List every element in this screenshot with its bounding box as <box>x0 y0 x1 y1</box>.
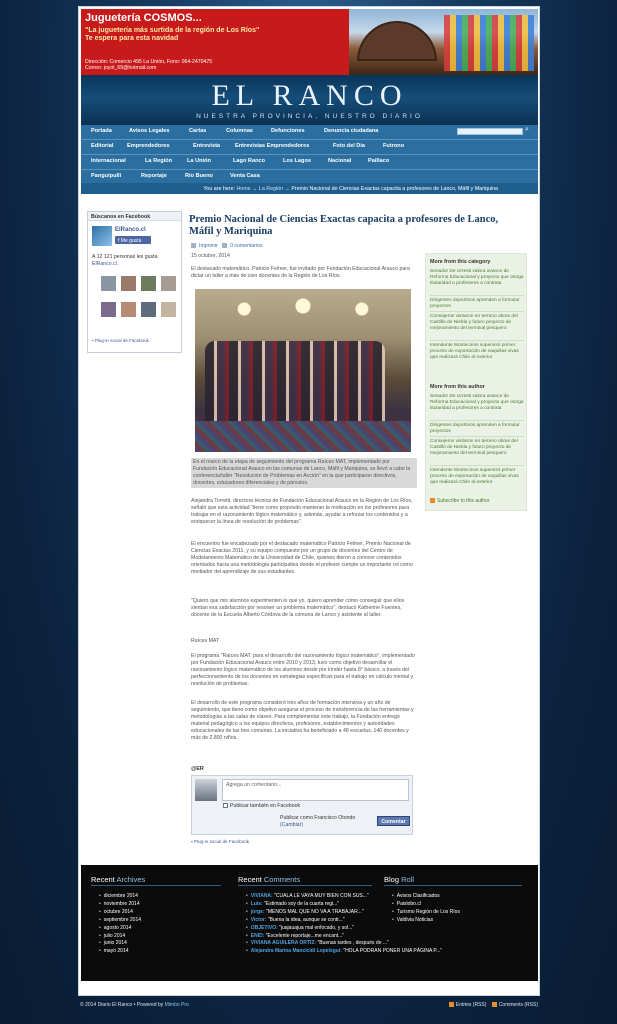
facebook-comment-box <box>191 775 413 835</box>
nav-row-3 <box>81 155 538 169</box>
related-link[interactable]: Senador De Urresti valora avance de Reforma Educacional y proyecto que otorga titularidad a profesores a contrata <box>430 394 524 411</box>
subscribe-link[interactable] <box>430 498 490 504</box>
related-divider <box>430 436 524 437</box>
facebook-page-name[interactable]: ElRanco.cl <box>115 227 146 233</box>
post-to-facebook-checkbox[interactable] <box>223 803 300 809</box>
footer-heading-b: Comments <box>263 875 301 884</box>
nav-item[interactable]: Internacional <box>91 158 126 164</box>
archive-link[interactable]: • agosto 2014 <box>99 925 229 933</box>
nav-item[interactable]: Portada <box>91 128 112 134</box>
comment-excerpt[interactable]: "CUALA LE VAYA MUY BIEN CON SUS..." <box>274 893 369 899</box>
related-sidebar <box>425 253 527 511</box>
comment-author[interactable]: Alejandra Marina Mancicidi Lopelegui: <box>250 948 342 955</box>
facebook-like-box <box>87 211 182 353</box>
fan-avatar[interactable] <box>120 275 137 292</box>
ad-banner[interactable] <box>81 9 538 75</box>
blogroll-link[interactable]: • Turismo Región de Los Ríos <box>392 909 530 917</box>
nav-item[interactable]: Los Lagos <box>283 158 311 164</box>
site-header[interactable] <box>81 75 538 125</box>
rss-icon <box>430 498 435 503</box>
comment-author[interactable]: VIVIANA: <box>250 893 273 899</box>
facebook-plugin-note[interactable]: ▪ Plug-in social de Facebook <box>92 338 149 343</box>
footer-heading-b: Archives <box>116 875 146 884</box>
recent-comment[interactable] <box>246 933 372 941</box>
banner-title: Juguetería COSMOS... <box>85 12 202 24</box>
nav-row-2 <box>81 140 538 154</box>
article-paragraph: Alejandra Torretti, directora técnica de Fundación Educacional Arauco en la Región de Los Ríos, señaló que esta actividad "tiene como propósito mantener la motivación en los profesores para trabajar en el razonamiento lógico matemático y, además, ayudar a reforzar los contenidos y a enriquecer la línea de resolución de problemas". <box>191 498 413 525</box>
comment-excerpt[interactable]: "MENOS MAL QUE NO VA A TRABAJAR..." <box>266 908 364 915</box>
comment-author[interactable]: VIVIANA AGUILERA ORTIZ: <box>250 940 317 947</box>
nav-item[interactable]: Avisos Legales <box>129 128 170 134</box>
related-link[interactable]: Intendente Montecinos supervisó primer proceso de exportación de vaquillas vivas que realizará Chile al exterior <box>430 468 519 485</box>
breadcrumb <box>81 183 538 194</box>
archive-link[interactable]: • mayo 2014 <box>99 948 229 956</box>
archive-link[interactable]: • julio 2014 <box>99 933 229 941</box>
nav-row-4 <box>81 170 538 184</box>
article-subheading: Raíces MAT <box>191 638 220 644</box>
footer <box>81 865 538 981</box>
comment-excerpt[interactable]: "Buena la idea, aunque se contr..." <box>267 916 345 923</box>
comment-excerpt[interactable]: "Excelente reportaje...me encant..." <box>265 932 345 939</box>
powered-by-link[interactable]: Mimbo Pro <box>164 1002 189 1008</box>
fan-avatar[interactable] <box>160 301 177 318</box>
rss-icon[interactable] <box>449 1002 454 1007</box>
recent-comment[interactable] <box>246 917 372 925</box>
article-paragraph: El programa "Raíces MAT: para el desarrollo del razonamiento lógico matemático", implementado por Fundación Educacional Arauco entre 2010 y 2013, tuvo como objetivo desarrollar el razonamiento lógico matemático de los alumnos desde pre kínder hasta 8° básico, a través del perfeccionamiento de los docentes en estrategias específicas para el trabajo en cálculo mental y resolución de problemas. <box>191 653 415 687</box>
comments-link[interactable]: 0 comentarios <box>230 243 263 249</box>
comments-section-label: @ER <box>191 766 204 772</box>
facebook-page-thumbnail[interactable] <box>92 226 112 246</box>
fan-avatar[interactable] <box>140 275 157 292</box>
rss-feeds <box>445 1002 538 1008</box>
related-link[interactable]: Dirigentes deportivos aprenden a formular proyectos <box>430 423 520 434</box>
comment-author[interactable]: Luis: <box>250 900 263 907</box>
nav-item[interactable]: Entrevista <box>193 143 221 149</box>
blogroll-link[interactable]: • Avisos Clasificados <box>392 893 530 901</box>
nav-item[interactable]: Futrono <box>383 143 405 149</box>
facebook-like-button[interactable]: f Me gusta <box>115 236 151 244</box>
article-meta <box>191 243 263 249</box>
print-icon[interactable] <box>191 243 196 248</box>
facebook-fan-faces <box>100 275 176 331</box>
archive-link[interactable]: • octubre 2014 <box>99 909 229 917</box>
article-photo[interactable] <box>195 289 411 452</box>
publish-as-info <box>280 815 355 828</box>
comment-excerpt[interactable]: "Buenas tardes , después de ..." <box>317 940 389 947</box>
nav-item[interactable]: Panguipulli <box>91 173 122 179</box>
entries-rss-link[interactable]: Entries (RSS) <box>455 1002 487 1008</box>
blogroll-list <box>392 893 530 925</box>
archive-link[interactable]: • noviembre 2014 <box>99 901 229 909</box>
nav-item[interactable]: Emprendedores <box>127 143 170 149</box>
comments-rss-link[interactable]: Comments (RSS) <box>498 1002 538 1008</box>
breadcrumb-separator: → <box>252 185 258 192</box>
banner-subtitle-line1: "La juguetería más surtida de la región de Los Ríos" <box>85 27 260 34</box>
category-heading: More from this category <box>430 259 491 265</box>
article-title: Premio Nacional de Ciencias Exactas capacita a profesores de Lanco, Máfil y Mariquina <box>189 214 499 237</box>
related-divider <box>430 311 524 312</box>
photo-group-of-people <box>205 341 385 421</box>
site-logo[interactable]: EL RANCO <box>211 79 408 112</box>
footer-heading <box>91 875 221 886</box>
breadcrumb-current: Premio Nacional de Ciencias Exactas capacita a profesores de Lanco, Máfil y Mariquina <box>291 185 498 192</box>
related-link[interactable]: Dirigentes deportivos aprenden a formular proyectos <box>430 298 520 309</box>
footer-heading-a: Recent <box>238 875 262 884</box>
recent-comment[interactable] <box>246 901 372 909</box>
nav-item[interactable]: Nacional <box>328 158 352 164</box>
archive-link[interactable]: • diciembre 2014 <box>99 893 229 901</box>
nav-item[interactable]: Venta Casa <box>230 173 260 179</box>
banner-contact <box>85 59 212 71</box>
comment-author[interactable]: ENID: <box>250 932 265 939</box>
breadcrumb-prefix: You are here: <box>203 185 235 192</box>
facebook-box-header: Búscanos en Facebook <box>88 212 181 221</box>
related-link[interactable]: Consejeros visitaron en terreno obras del Castillo de Niebla y futuro proyecto de mejoramiento del terminal pesquero <box>430 314 518 331</box>
change-user-link[interactable]: (Cambiar) <box>280 821 304 828</box>
nav-item[interactable]: Reportaje <box>141 173 167 179</box>
fan-avatar[interactable] <box>100 301 117 318</box>
breadcrumb-section-link[interactable]: La Región <box>258 185 284 192</box>
related-link[interactable]: Intendente Montecinos supervisó primer proceso de exportación de vaquillas vivas que realizará Chile al exterior <box>430 343 519 360</box>
fan-avatar[interactable] <box>100 275 117 292</box>
blogroll-link[interactable]: • Valdivia Noticias <box>392 917 530 925</box>
related-link[interactable]: Senador De Urresti valora avance de Reforma Educacional y proyecto que otorga titularidad a profesores a contrata <box>430 269 524 286</box>
footer-heading-b: Roll <box>401 875 415 884</box>
breadcrumb-separator: → <box>284 185 290 192</box>
facebook-like-count <box>92 254 180 267</box>
archive-link[interactable]: • septiembre 2014 <box>99 917 229 925</box>
avatar <box>195 779 217 801</box>
nav-item[interactable]: Defunciones <box>271 128 305 134</box>
fan-avatar[interactable] <box>140 301 157 318</box>
photo-carpet <box>195 421 411 452</box>
nav-item[interactable]: Paillaco <box>368 158 390 164</box>
comment-excerpt[interactable]: "Estimado soy de la cuarta regi..." <box>264 900 340 907</box>
copyright-text: © 2014 Diario El Ranco • Powered by <box>80 1002 164 1008</box>
site-tagline: NUESTRA PROVINCIA, NUESTRO DIARIO <box>196 113 423 120</box>
footer-heading <box>238 875 372 886</box>
related-divider <box>430 340 524 341</box>
comment-input[interactable]: Agrega un comentario... <box>222 779 409 801</box>
article-date: 15 octubre, 2014 <box>191 253 230 259</box>
archive-list <box>99 893 229 956</box>
breadcrumb-text <box>203 186 498 192</box>
article-paragraph: "Quiero que mis alumnos experimenten lo que yo, quiero aprender cómo conseguir que ellos sientan esa satisfacción por resolver un problema matemático", destacó Katherine Fuentes, docente de la Escuela Alberto Córdova de la comuna de Lanco y asistente al taller. <box>191 598 405 618</box>
comment-author[interactable]: Victor: <box>250 916 267 923</box>
bottom-bar <box>78 1000 540 1014</box>
comment-excerpt[interactable]: "HOLA PODRAN PONER UNA PÁGINA P..." <box>343 948 443 955</box>
comment-icon[interactable] <box>222 243 227 248</box>
banner-address: Dirección: Comercio 495 La Unión, Fono: 064-2470475 <box>85 59 213 65</box>
comment-author[interactable]: OBJETIVO: <box>250 924 278 931</box>
comment-excerpt[interactable]: "juajauajua mal enfocado, y sol..." <box>279 924 355 931</box>
article-intro: El destacado matemático, Patricio Felmer, fue invitado por Fundación Educacional Arauco para dictar un taller a más de cien docentes de la Región de Los Ríos. <box>191 266 410 279</box>
banner-email: Correo: joyol_69@hotmail.com <box>85 65 157 71</box>
checkbox-label: Publicar también en Facebook <box>230 803 301 809</box>
recent-comment[interactable] <box>246 909 372 917</box>
breadcrumb-home-link[interactable]: Home <box>236 185 251 192</box>
footer-heading <box>384 875 522 886</box>
print-link[interactable]: Imprimir <box>199 243 218 249</box>
fan-avatar[interactable] <box>120 301 137 318</box>
banner-subtitle <box>85 27 347 43</box>
search-input[interactable] <box>457 128 523 135</box>
nav-item[interactable]: Denuncia ciudadana <box>324 128 379 134</box>
main-navigation <box>81 125 538 183</box>
nav-item[interactable]: Columnas <box>226 128 254 134</box>
footer-blogroll <box>384 875 522 973</box>
recent-comment[interactable] <box>246 925 372 933</box>
article-paragraph: El encuentro fue encabezado por el destacado matemático Patricio Felmer, Premio Nacional de Ciencias Exactas 2011, y su equipo compuesto por un grupo de docentes del Centro de Modelamiento Matemático de la Universidad de Chile, quienes dieron a conocer contenidos orientados hacia una metodología participativa donde el profesor cumple un importante rol como mediador del aprendizaje de sus estudiantes. <box>191 541 413 575</box>
banner-subtitle-line2: Te espera para esta navidad <box>85 35 179 42</box>
checkbox-icon[interactable] <box>223 803 228 808</box>
facebook-plugin-text: Plug-in social de Facebook <box>94 338 149 343</box>
blogroll-link[interactable]: • Paislobo.cl <box>392 901 530 909</box>
nav-item[interactable]: Río Bueno <box>185 173 213 179</box>
related-divider <box>430 420 524 421</box>
facebook-count-link[interactable]: ElRanco.cl. <box>92 260 119 267</box>
subscribe-label: Subscribe to this author <box>437 498 490 504</box>
facebook-plugin-text: Plug-in social de Facebook <box>193 839 250 844</box>
page-wrapper <box>78 6 540 996</box>
nav-item[interactable]: Lago Ranco <box>233 158 266 164</box>
comment-author[interactable]: jorge: <box>250 908 265 915</box>
author-heading: More from this author <box>430 384 485 390</box>
banner-store-building <box>357 21 437 61</box>
photo-caption: En el marco de la etapa de seguimiento del programa Raíces MAT, implementado por Fundación Educacional Arauco en las comunas de Lanco, Máfil y Mariquina, se llevó a cabo la conferencia/taller "Resolución de Problemas en Acción" en la que participaron directivos, docentes, educadores diferenciales y de párvulos. <box>191 458 417 488</box>
banner-toys-image <box>444 15 534 71</box>
nav-item[interactable]: La Unión <box>187 158 211 164</box>
nav-item[interactable]: Cartas <box>189 128 207 134</box>
recent-comment[interactable] <box>246 893 372 901</box>
fan-avatar[interactable] <box>160 275 177 292</box>
nav-item[interactable]: Foto del Día <box>333 143 366 149</box>
footer-heading-a: Blog <box>384 875 400 884</box>
search-icon[interactable]: ⌕ <box>525 126 529 133</box>
publish-as-text: Publicar como Francisco Otondo <box>280 815 356 821</box>
copyright <box>80 1002 189 1008</box>
related-link[interactable]: Consejeros visitaron en terreno obras del Castillo de Niebla y futuro proyecto de mejoramiento del terminal pesquero <box>430 439 518 456</box>
related-divider <box>430 295 524 296</box>
recent-comment[interactable] <box>246 948 443 956</box>
facebook-like-label: Me gusta <box>120 237 142 244</box>
photo-ceiling-lights <box>205 297 401 327</box>
related-divider <box>430 465 524 466</box>
nav-item[interactable]: Entrevistas Emprendedores <box>235 143 310 149</box>
facebook-count-text: A 12 121 personas les gusta <box>92 254 158 260</box>
footer-archives <box>91 875 221 973</box>
article-paragraph: El desarrollo de este programa consideró tres años de formación intensiva y un año de seguimiento, que tiene como objetivo asegurar el proceso de transferencia de las herramientas y metodologías a las salas de clases. Para complementar este trabajo, la Fundación entregó material pedagógico a los equipos directivos, profesores, establecimientos y autoridades educacionales de las tres comunas. La iniciativa ha beneficiado a 48 escuelas, 140 docentes y más de 2.800 niños. <box>191 700 414 741</box>
footer-heading-a: Recent <box>91 875 115 884</box>
banner-photo <box>349 9 538 75</box>
nav-row-1 <box>81 125 538 139</box>
nav-item[interactable]: La Región <box>145 158 173 164</box>
rss-icon[interactable] <box>492 1002 497 1007</box>
comment-submit-button[interactable]: Comentar <box>377 816 410 826</box>
nav-item[interactable]: Editorial <box>91 143 114 149</box>
archive-link[interactable]: • junio 2014 <box>99 940 229 948</box>
facebook-plugin-note[interactable]: ▪ Plug-in social de Facebook <box>191 839 250 844</box>
